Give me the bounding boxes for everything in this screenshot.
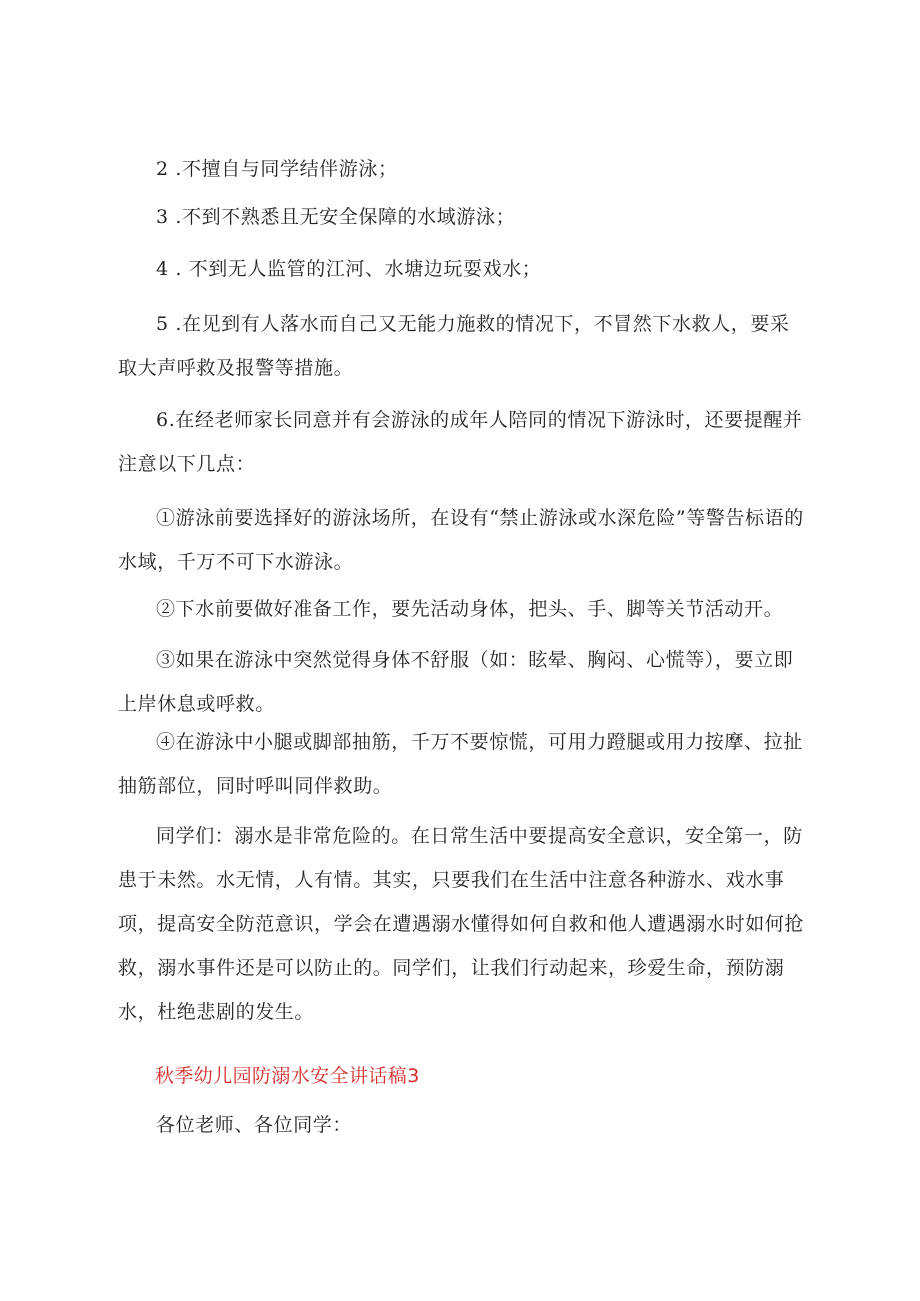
list-item: ③如果在游泳中突然觉得身体不舒服（如：眩晕、胸闷、心慌等），要立即上岸休息或呼救。 [118,649,794,715]
list-item: 2 .不擅自与同学结伴游泳； [156,158,398,180]
list-item: ④在游泳中小腿或脚部抽筋，千万不要惊慌，可用力蹬腿或用力按摩、拉扯抽筋部位，同时呼叫同伴救助。 [118,731,803,797]
list-item: 4 . 不到无人监管的江河、水塘边玩耍戏水； [156,258,542,280]
list-item: ②下水前要做好准备工作，要先活动身体，把头、手、脚等关节活动开。 [156,598,784,620]
list-item: 3 .不到不熟悉且无安全保障的水域游泳； [156,206,516,228]
section-title: 秋季幼儿园防溺水安全讲话稿3 [155,1065,420,1087]
list-item: 6.在经老师家长同意并有会游泳的成年人陪同的情况下游泳时，还要提醒并注意以下几点： [118,409,803,475]
list-item: ①游泳前要选择好的游泳场所，在设有“禁止游泳或水深危险”等警告标语的水域，千万不可下水游泳。 [118,507,804,573]
salutation: 各位老师、各位同学： [156,1114,353,1136]
list-item: 5 .在见到有人落水而自己又无能力施救的情况下，不冒然下水救人，要采取大声呼救及报警等措施。 [118,313,790,379]
closing-paragraph: 同学们：溺水是非常危险的。在日常生活中要提高安全意识，安全第一，防患于未然。水无情，人有情。其实，只要我们在生活中注意各种游水、戏水事项，提高安全防范意识，学会在遭遇溺水懂得如何自救和他人遭遇溺水时如何抢救，溺水事件还是可以防止的。同学们，让我们行动起来，珍爱生命，预防溺水，杜绝悲剧的发生。 [118,825,805,1023]
